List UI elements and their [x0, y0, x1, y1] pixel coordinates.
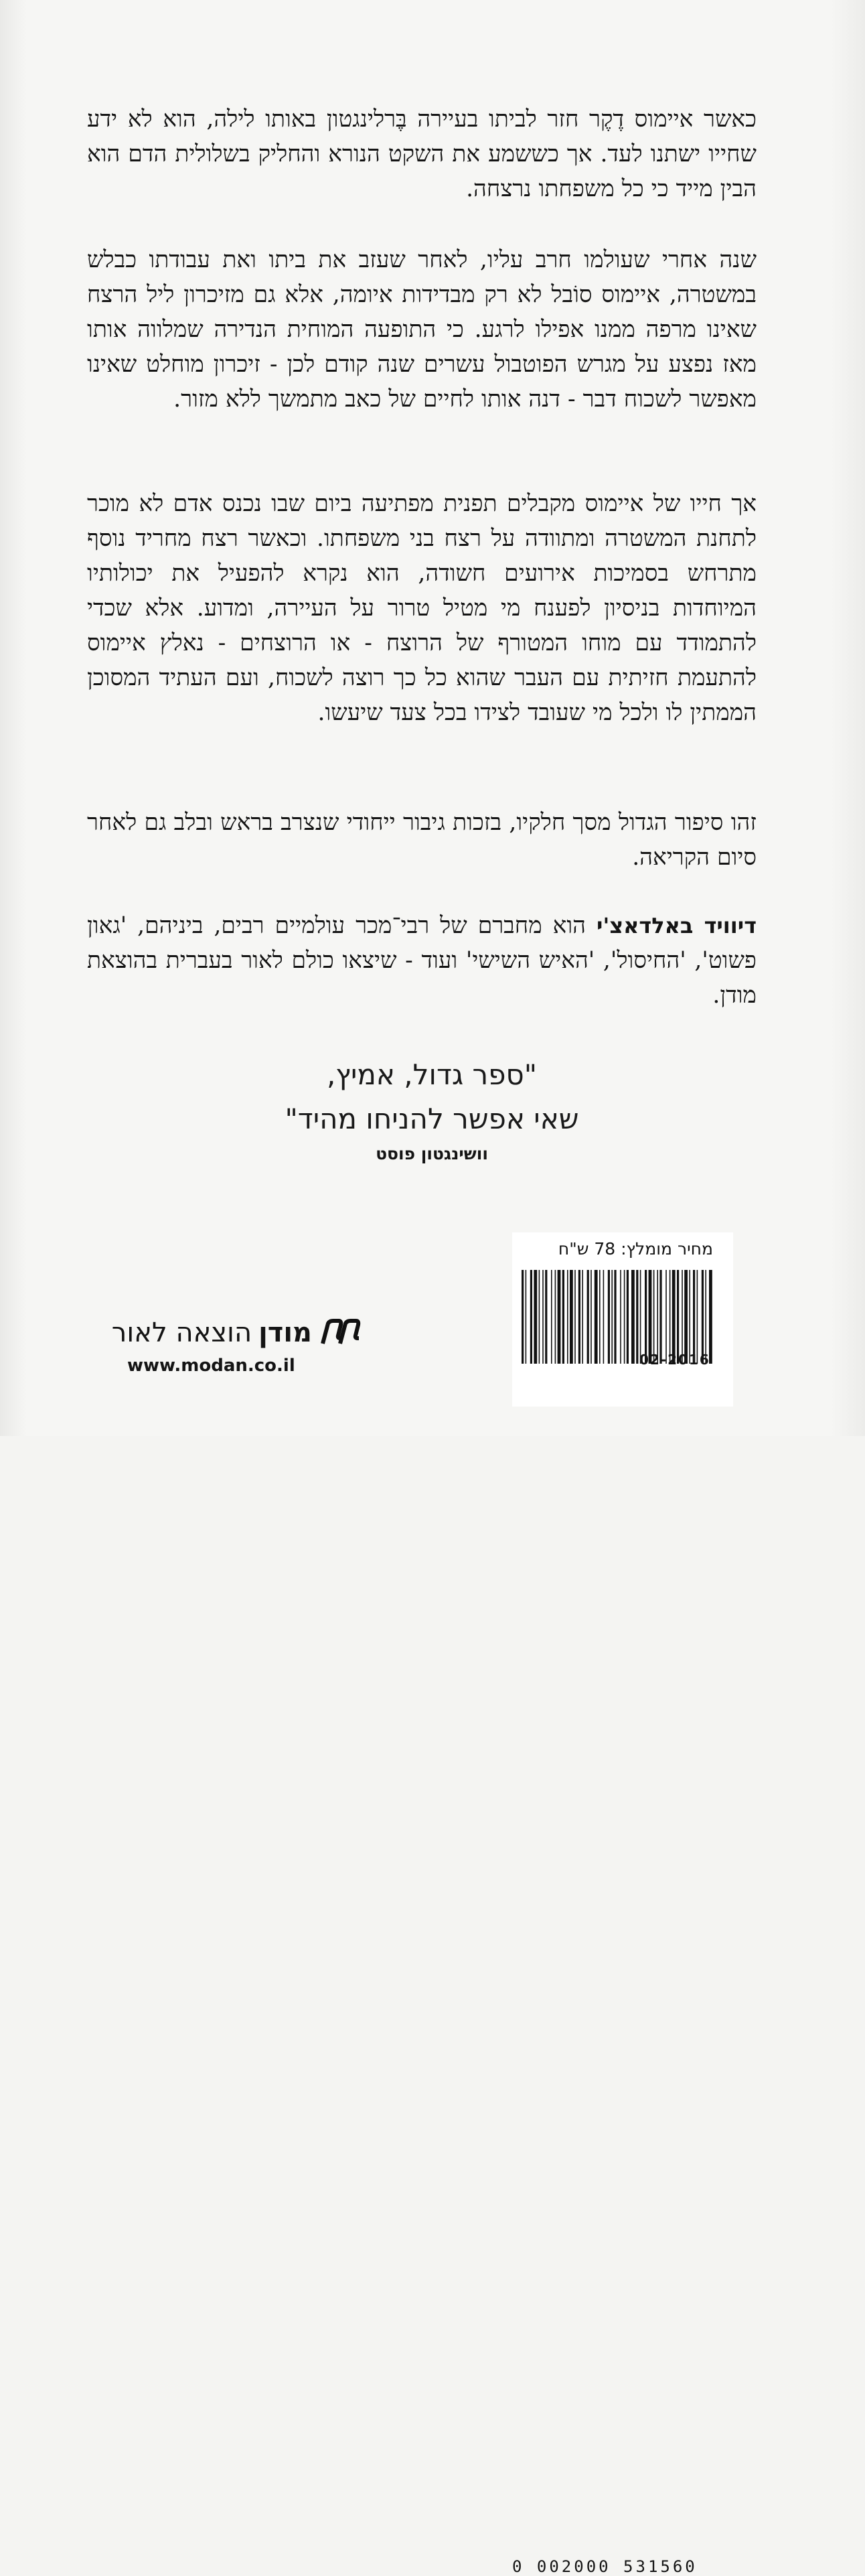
synopsis-paragraph-3: [87, 486, 757, 730]
synopsis-paragraph-1: [87, 102, 757, 206]
publisher-url: www.modan.co.il: [127, 1356, 295, 1376]
barcode: [519, 1270, 713, 1364]
author-name: דיוויד באלדאצ'י: [597, 913, 757, 938]
quote-source: וושינגטון פוסט: [376, 1144, 488, 1163]
review-quote: [201, 1053, 663, 1141]
synopsis-text-3: אך חייו של איימוס מקבלים תפנית מפתיעה ביום שבו נכנס אדם לא מוכר לתחנת המשטרה ומתוודה על רצח בני משפחתו. וכאשר רצח מחריד נוסף מתרחש בסמיכות אירועים חשודה, הוא נקרא להפעיל את יכולותיו המיוחדות בניסיון לפענח מי מטיל טרור על העיירה, ומדוע. אלא שכדי להתמודד עם מוחו המטורף של הרוצח - או הרוצחים - נאלץ איימוס להתעמת חזיתית עם העבר שהוא כל כך רוצה לשכוח, ועם העתיד המסוכן הממתין לו ולכל מי שעובד לצידו בכל צעד שיעשו.: [87, 490, 757, 726]
quote-line-1: "ספר גדול, אמיץ,: [326, 1058, 538, 1091]
author-bio-paragraph: [87, 908, 757, 1013]
author-bio: [87, 908, 757, 1013]
price-label: מחיר מומלץ: 78 ש"ח: [558, 1239, 713, 1259]
issue-code: 02-2016: [639, 1352, 710, 1368]
synopsis-text-1: כאשר איימוס דֶקֶר חזר לביתו בעיירה בֶּרלינגטון באותו לילה, הוא לא ידע שחייו ישתנו לעד. אך כששמע את השקט הנורא והחליק בשלולית הדם הוא הבין מייד כי כל משפחתו נרצחה.: [87, 106, 757, 202]
synopsis-paragraph-4: [87, 805, 757, 875]
modan-logo-icon: [319, 1318, 362, 1348]
publisher-tagline: הוצאה לאור: [111, 1317, 252, 1348]
synopsis-text-2: שנה אחרי שעולמו חרב עליו, לאחר שעזב את ביתו ואת עבודתו כבלש במשטרה, איימוס סוֹבל לא רק מבדידות איומה, אלא גם מזיכרון ליל הרצח שאינו מרפה ממנו אפילו לרגע. כי התופעה המוחית הנדירה שמלווה אותו מאז נפצע על מגרש הפוטבול עשרים שנה קודם לכן - זיכרון מוחלט שאינו מאפשר לשכוח דבר - דנה אותו לחיים של כאב מתמשך ללא מזור.: [87, 246, 757, 413]
publisher-name: מודן: [258, 1317, 312, 1348]
quote-line-2: שאי אפשר להניחו מהיד": [285, 1102, 579, 1135]
barcode-digits: 0 002000 531560: [512, 2557, 698, 2576]
synopsis-paragraph-2: [87, 242, 757, 417]
publisher-logo: [100, 1313, 362, 1353]
price-barcode-sticker: [512, 1232, 733, 2576]
synopsis-text-4: זהו סיפור הגדול מסך חלקיו, בזכות גיבור ייחודי שנצרב בראש ובלב גם לאחר סיום הקריאה.: [87, 809, 757, 871]
author-bio-text: הוא מחברם של רבי־מכר עולמיים רבים, ביניהם, 'גאון פשוט', 'החיסול', 'האיש השישי' ועוד - שיצאו כולם לאור בעברית בהוצאת מודן.: [87, 912, 757, 1009]
